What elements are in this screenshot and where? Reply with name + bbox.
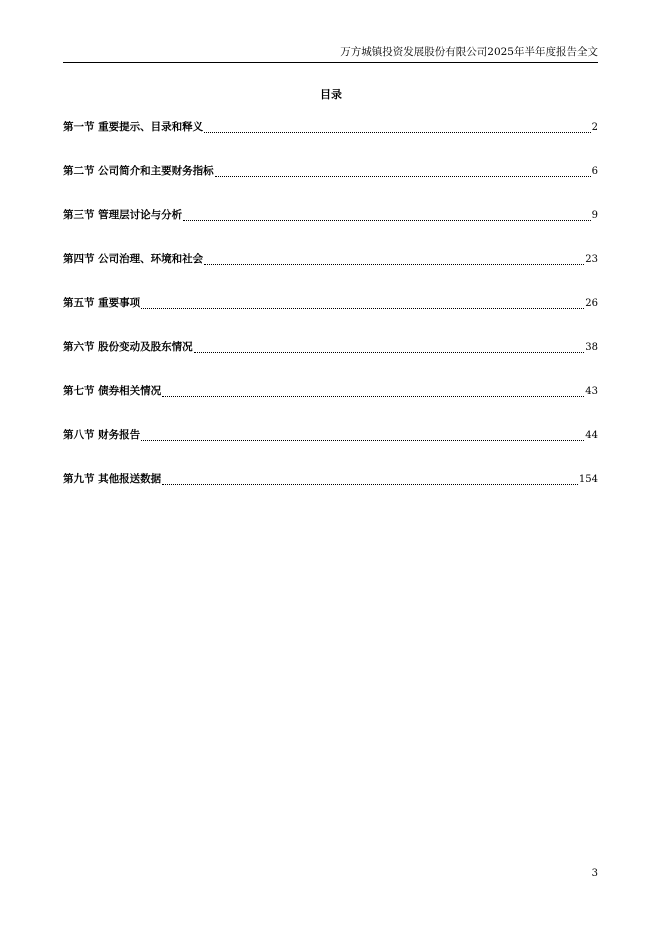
toc-entry-label: 第四节 公司治理、环境和社会	[63, 253, 204, 265]
toc-leader-dots	[204, 254, 584, 265]
toc-entry-page: 154	[578, 474, 598, 485]
toc-leader-dots	[183, 210, 590, 221]
toc-entry[interactable]	[63, 472, 598, 487]
table-of-contents	[63, 120, 598, 516]
toc-entry-label: 第二节 公司简介和主要财务指标	[63, 165, 214, 177]
toc-entry-label: 第九节 其他报送数据	[63, 473, 162, 485]
toc-leader-dots	[141, 430, 584, 441]
toc-entry-page: 38	[585, 342, 598, 353]
toc-entry[interactable]	[63, 120, 598, 135]
toc-leader-dots	[204, 122, 590, 133]
toc-entry[interactable]	[63, 252, 598, 267]
toc-entry-label: 第一节 重要提示、目录和释义	[63, 121, 204, 133]
toc-entry-page: 9	[591, 210, 598, 221]
toc-entry-page: 6	[591, 166, 598, 177]
page-number: 3	[591, 868, 598, 879]
toc-entry-label: 第六节 股份变动及股东情况	[63, 341, 193, 353]
toc-entry-label: 第五节 重要事项	[63, 297, 141, 309]
toc-entry-page: 2	[591, 122, 598, 133]
toc-leader-dots	[162, 474, 578, 485]
toc-entry[interactable]	[63, 296, 598, 311]
toc-entry-page: 43	[585, 386, 598, 397]
toc-entry-label: 第三节 管理层讨论与分析	[63, 209, 183, 221]
header-title: 万方城镇投资发展股份有限公司2025年半年度报告全文	[340, 46, 598, 58]
toc-entry-label: 第七节 债券相关情况	[63, 385, 162, 397]
toc-leader-dots	[162, 386, 584, 397]
toc-leader-dots	[141, 298, 584, 309]
toc-entry[interactable]	[63, 384, 598, 399]
toc-title: 目录	[320, 88, 342, 101]
toc-entry-label: 第八节 财务报告	[63, 429, 141, 441]
toc-leader-dots	[215, 166, 591, 177]
toc-entry-page: 23	[585, 254, 598, 265]
toc-entry-page: 26	[585, 298, 598, 309]
page-header	[63, 45, 598, 63]
toc-leader-dots	[194, 342, 585, 353]
toc-entry[interactable]	[63, 340, 598, 355]
toc-entry[interactable]	[63, 164, 598, 179]
toc-entry[interactable]	[63, 428, 598, 443]
toc-entry[interactable]	[63, 208, 598, 223]
toc-entry-page: 44	[585, 430, 598, 441]
